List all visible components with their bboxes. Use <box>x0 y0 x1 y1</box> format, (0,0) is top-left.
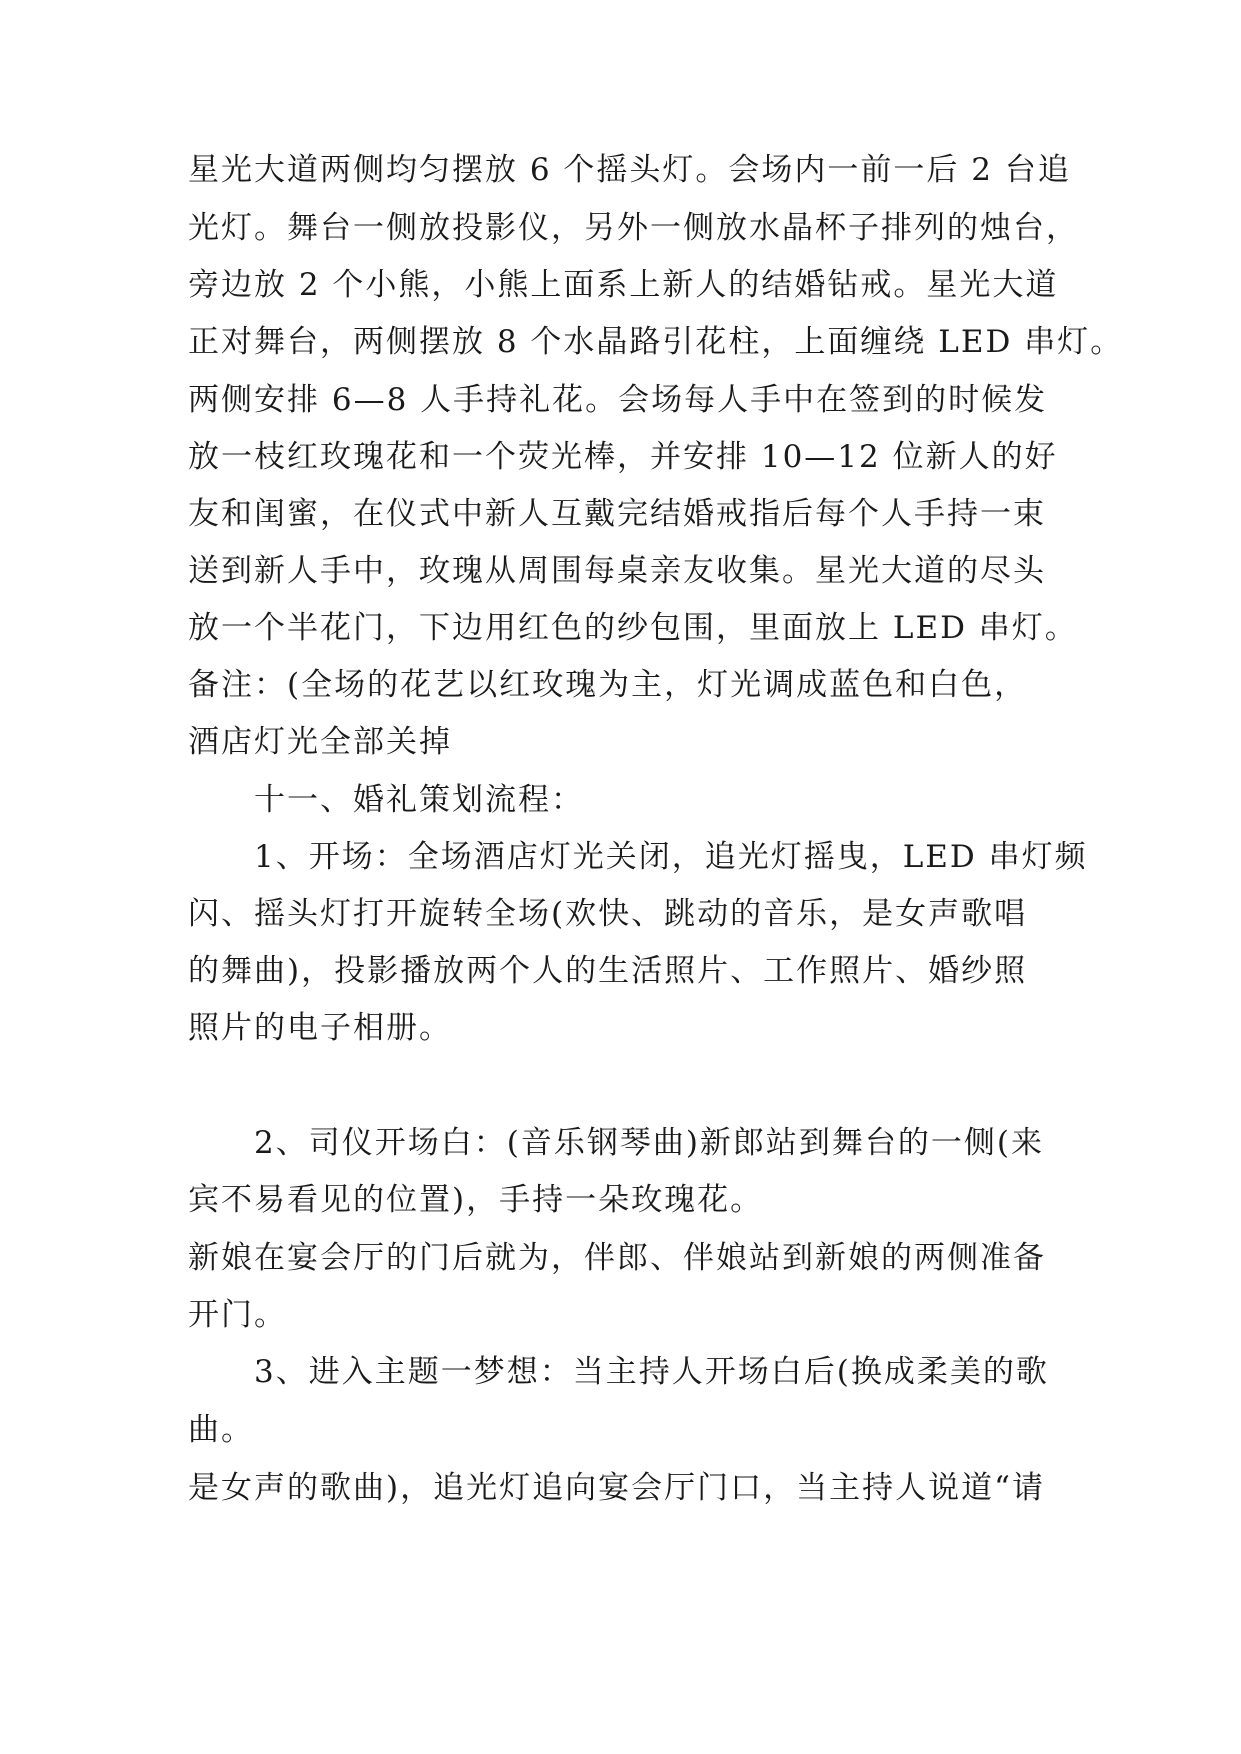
text-line: 1、开场：全场酒店灯光关闭，追光灯摇曳，LED 串灯频 <box>254 839 1088 875</box>
text-line: 备注：(全场的花艺以红玫瑰为主，灯光调成蓝色和白色， <box>188 667 1028 703</box>
text-line: 光灯。舞台一侧放投影仪，另外一侧放水晶杯子排列的烛台， <box>188 210 1079 246</box>
text-line: 星光大道两侧均匀摆放 6 个摇头灯。会场内一前一后 2 台追 <box>188 152 1071 188</box>
text-line: 照片的电子相册。 <box>188 1010 452 1046</box>
text-line: 放一个半花门，下边用红色的纱包围，里面放上 LED 串灯。 <box>188 610 1078 646</box>
text-line: 2、司仪开场白：(音乐钢琴曲)新郎站到舞台的一侧(来 <box>254 1125 1045 1161</box>
text-line: 3、进入主题一梦想：当主持人开场白后(换成柔美的歌 <box>254 1354 1049 1390</box>
text-line: 的舞曲)，投影播放两个人的生活照片、工作照片、婚纱照 <box>188 953 1028 989</box>
section-heading: 十一、婚礼策划流程： <box>254 782 584 818</box>
text-line: 旁边放 2 个小熊，小熊上面系上新人的结婚钻戒。星光大道 <box>188 267 1059 303</box>
text-line: 两侧安排 6—8 人手持礼花。会场每人手中在签到的时候发 <box>188 382 1048 418</box>
text-line: 曲。 <box>188 1412 254 1448</box>
text-line: 新娘在宴会厅的门后就为，伴郎、伴娘站到新娘的两侧准备 <box>188 1240 1046 1276</box>
text-line: 送到新人手中，玫瑰从周围每桌亲友收集。星光大道的尽头 <box>188 553 1046 589</box>
text-line: 是女声的歌曲)，追光灯追向宴会厅门口，当主持人说道“请 <box>188 1470 1045 1506</box>
text-line: 友和闺蜜，在仪式中新人互戴完结婚戒指后每个人手持一束 <box>188 496 1046 532</box>
text-line: 酒店灯光全部关掉 <box>188 724 452 760</box>
text-line: 正对舞台，两侧摆放 8 个水晶路引花柱，上面缠绕 LED 串灯。 <box>188 324 1124 360</box>
text-line: 开门。 <box>188 1297 287 1333</box>
text-line: 放一枝红玫瑰花和一个荧光棒，并安排 10—12 位新人的好 <box>188 439 1058 475</box>
text-line: 闪、摇头灯打开旋转全场(欢快、跳动的音乐，是女声歌唱 <box>188 896 1028 932</box>
text-line: 宾不易看见的位置)，手持一朵玫瑰花。 <box>188 1182 764 1218</box>
